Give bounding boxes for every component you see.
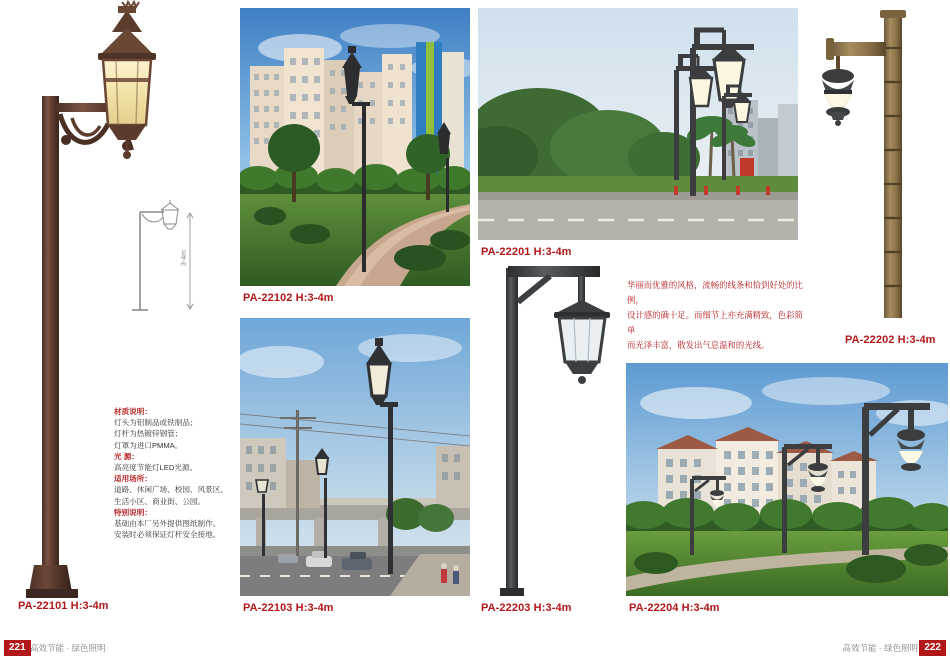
caption-pa-22203: PA-22203 H:3-4m [481,602,572,614]
caption-pa-22103: PA-22103 H:3-4m [243,602,334,614]
description-line-3: 而光泽丰富，散发出气息温和的光线。 [627,340,770,350]
spec-line-3: 灯杆为热镀锌钢管； [114,429,183,439]
spec-line-1: 材质说明： [114,407,152,416]
footer-text-right: 高效节能 · 绿色照明 [842,643,918,653]
drawing-dimension-label: 3-4m [181,250,188,266]
page-number-right: 222 [919,640,946,656]
product-image-pa-22102 [240,8,470,286]
product-image-pa-22201 [478,8,798,240]
product-image-pa-22202 [806,0,950,326]
spec-line-8: 道路、休闲广场、校园、风景区、 [114,485,228,495]
spec-line-7: 适用场所： [114,474,152,484]
product-description [627,278,807,353]
spec-text-block [114,406,244,540]
footer-text-left: 高效节能 · 绿色照明 [30,643,106,653]
page-number-left: 221 [4,640,31,656]
spec-line-11: 基础由本厂另外提供图纸制作。 [114,519,221,529]
product-image-pa-22103 [240,318,470,596]
caption-pa-22101: PA-22101 H:3-4m [18,600,109,612]
caption-pa-22202: PA-22202 H:3-4m [845,334,936,346]
page-footer [0,636,950,658]
product-image-pa-22203 [478,258,618,596]
spec-line-4: 灯罩为进口PMMA。 [114,440,183,450]
spec-line-12: 安装时必须保证灯杆安全接地。 [114,530,221,540]
spec-line-6: 高亮度节能灯LED光源。 [114,463,198,473]
product-image-pa-22204 [626,363,948,596]
caption-pa-22201: PA-22201 H:3-4m [481,246,572,258]
spec-line-9: 生活小区、商业街、公园。 [114,496,206,506]
spec-line-10: 特别说明： [114,507,152,517]
technical-drawing-pa-22101 [120,200,230,320]
description-line-1: 华丽而优雅的风格，流畅的线条和恰到好处的比例， [627,280,803,305]
description-line-2: 设计感的确十足。而细节上亦充满精致，色彩简单 [627,310,803,335]
spec-line-5: 光 源： [114,451,139,461]
caption-pa-22204: PA-22204 H:3-4m [629,602,720,614]
caption-pa-22102: PA-22102 H:3-4m [243,292,334,304]
spec-line-2: 灯头为铝制品或铁制品； [114,418,198,428]
